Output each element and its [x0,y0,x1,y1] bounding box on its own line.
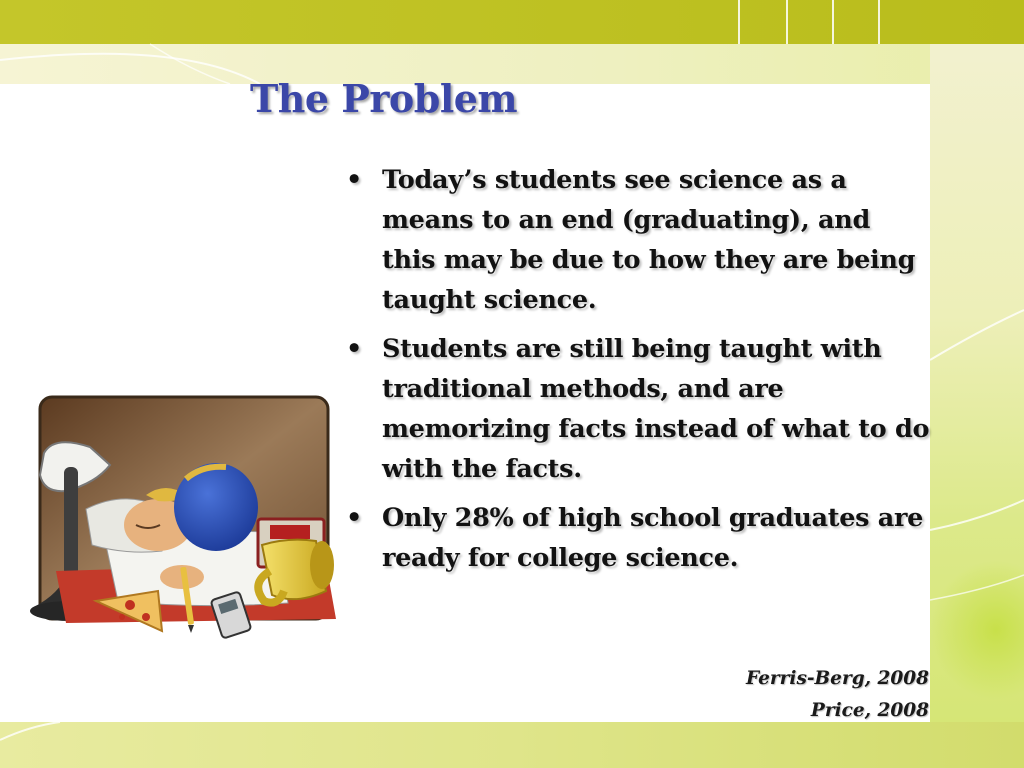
slide-title: The Problem [250,76,518,121]
bullet-symbol: • [346,165,362,195]
bullet-symbol: • [346,503,362,533]
bullet-item [340,329,930,489]
citation: Ferris-Berg, 2008 [746,668,929,689]
sleeping-student-clipart [26,395,346,643]
bullet-text: Students are still being taught with traditional methods, and are memorizing facts instead of what to do with the facts. [382,334,930,484]
bullet-item [340,498,930,578]
citation: Price, 2008 [810,700,929,721]
bullet-symbol: • [346,334,362,364]
citations [746,663,929,727]
bullet-item [340,160,930,320]
bullet-text: Today’s students see science as a means to an end (graduating), and this may be due to how they are being taught science. [382,165,916,315]
bullet-text: Only 28% of high school graduates are ready for college science. [382,503,924,573]
bullet-list [340,160,930,587]
